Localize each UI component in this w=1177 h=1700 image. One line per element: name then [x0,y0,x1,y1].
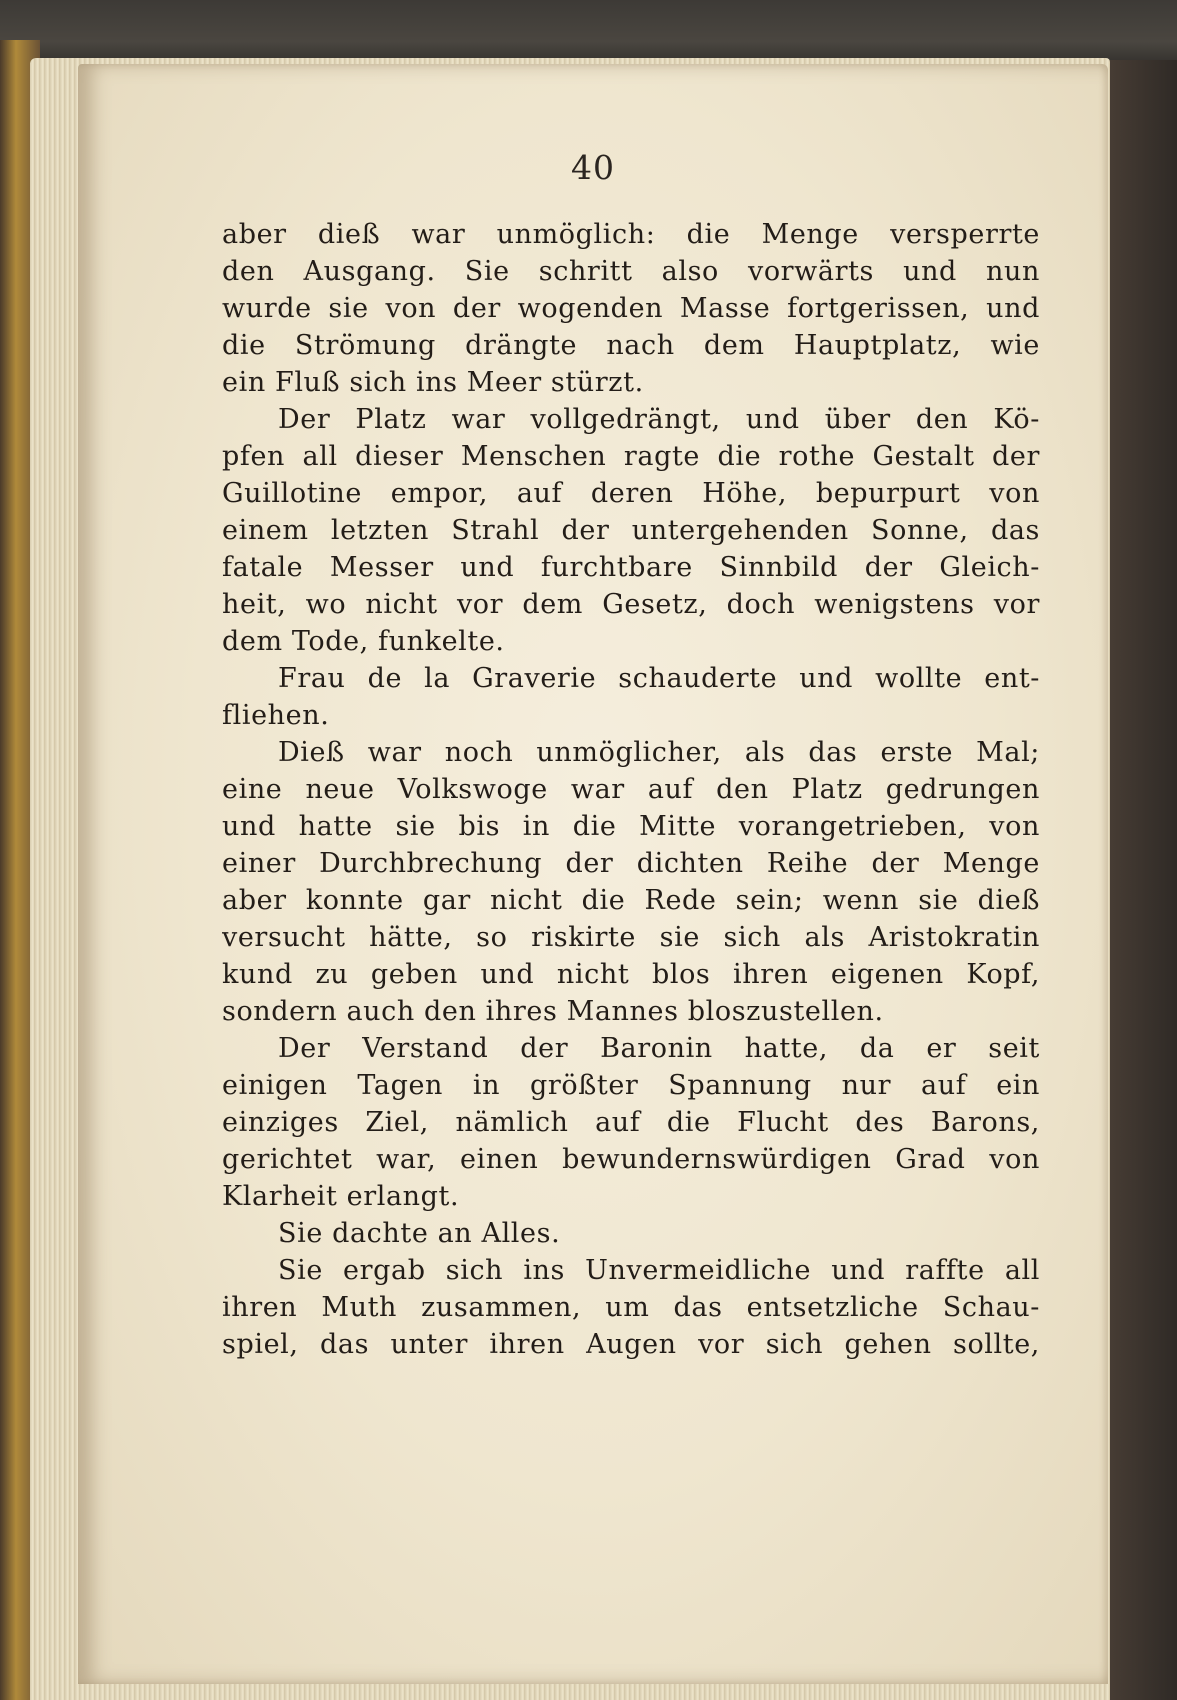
page-text [222,216,1040,1363]
page-number: 40 [571,148,615,187]
text-line: gerichtet war, einen bewundernswürdigen Grad von [222,1144,1040,1175]
text-line: die Strömung drängte nach dem Hauptplatz, wie [222,330,1040,361]
text-line: Klarheit erlangt. [222,1181,460,1212]
text-line: ihren Muth zusammen, um das entsetzliche Schau- [222,1292,1040,1323]
text-line: ein Fluß sich ins Meer stürzt. [222,367,644,398]
text-line: spiel, das unter ihren Augen vor sich gehen sollte, [222,1329,1040,1360]
text-line: sondern auch den ihres Mannes bloszustellen. [222,996,884,1027]
text-line: Der Verstand der Baronin hatte, da er seit [278,1033,1040,1064]
book-page [78,64,1108,1684]
text-line: dem Tode, funkelte. [222,626,505,657]
text-line: den Ausgang. Sie schritt also vorwärts und nun [222,256,1040,287]
text-line: fliehen. [222,700,330,731]
text-line: wurde sie von der wogenden Masse fortgerissen, und [222,293,1040,324]
text-line: fatale Messer und furchtbare Sinnbild der Gleich- [222,552,1040,583]
text-line: einigen Tagen in größter Spannung nur auf ein [222,1070,1040,1101]
text-line: versucht hätte, so riskirte sie sich als Aristokratin [222,922,1040,953]
text-line: und hatte sie bis in die Mitte vorangetrieben, von [222,811,1040,842]
text-line: Frau de la Graverie schauderte und wollte ent- [278,663,1040,694]
text-line: einer Durchbrechung der dichten Reihe der Menge [222,848,1040,879]
text-line: Sie ergab sich ins Unvermeidliche und raffte all [278,1255,1040,1286]
text-line: heit, wo nicht vor dem Gesetz, doch wenigstens vor [222,589,1040,620]
text-line: eine neue Volkswoge war auf den Platz gedrungen [222,774,1040,805]
text-line: aber konnte gar nicht die Rede sein; wenn sie dieß [222,885,1040,916]
text-line: pfen all dieser Menschen ragte die rothe Gestalt der [222,441,1040,472]
text-line: Guillotine empor, auf deren Höhe, bepurpurt von [222,478,1040,509]
text-line: kund zu geben und nicht blos ihren eigenen Kopf, [222,959,1040,990]
text-line: Sie dachte an Alles. [278,1218,561,1249]
book-right-edge [1100,60,1177,1700]
text-line: einziges Ziel, nämlich auf die Flucht des Barons, [222,1107,1040,1138]
text-line: einem letzten Strahl der untergehenden Sonne, das [222,515,1040,546]
text-line: Der Platz war vollgedrängt, und über den Kö- [278,404,1040,435]
text-line: Dieß war noch unmöglicher, als das erste Mal; [278,737,1040,768]
text-line: aber dieß war unmöglich: die Menge versperrte [222,219,1040,250]
